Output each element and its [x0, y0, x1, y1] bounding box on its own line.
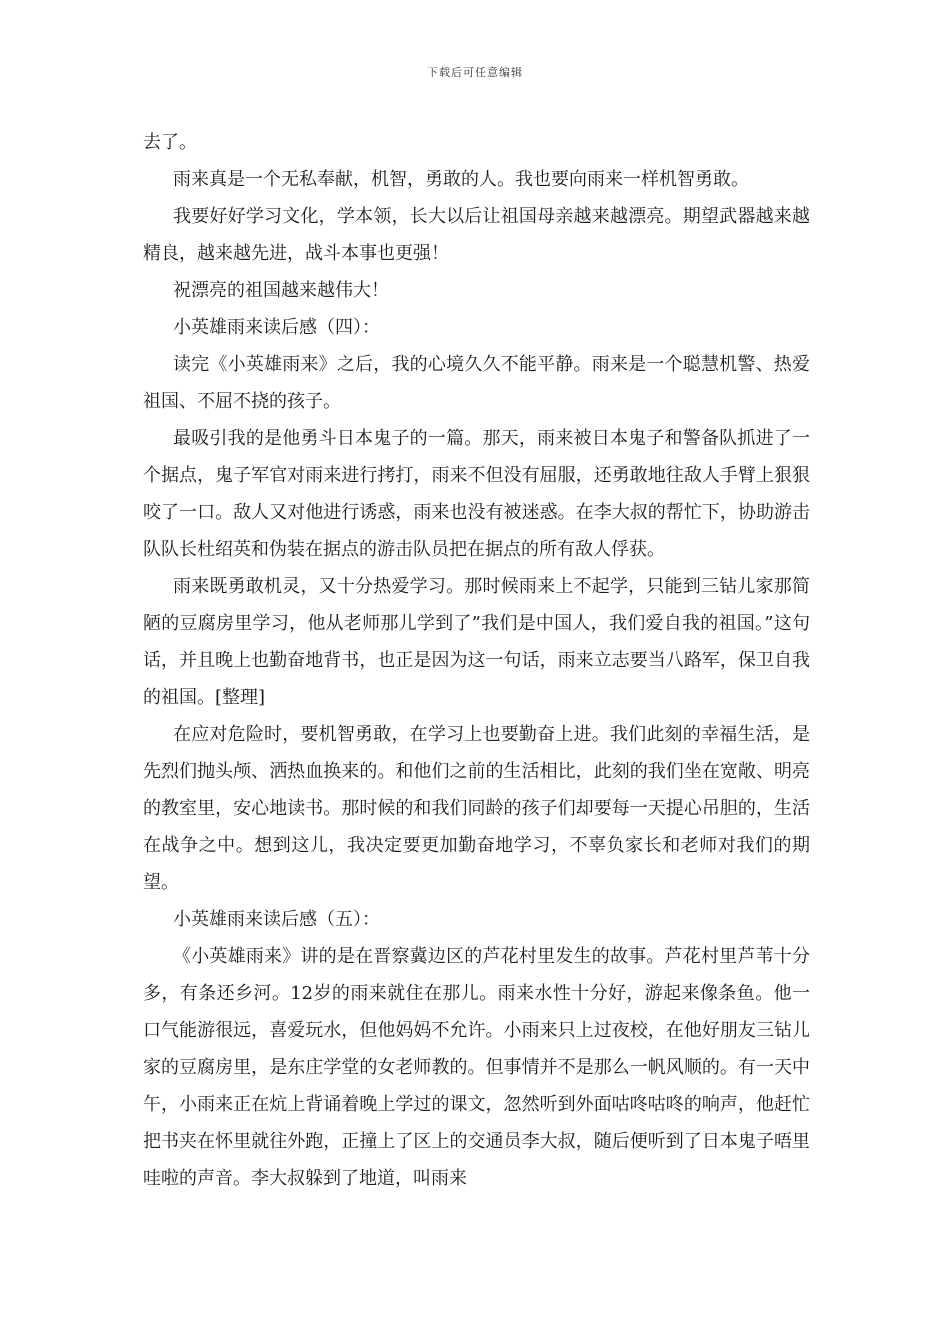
paragraph-continuation: 去了。 [143, 132, 197, 153]
page-header: 下载后可任意编辑 [427, 66, 523, 79]
section-heading: 小英雄雨来读后感（四）： [173, 317, 380, 338]
section-heading: 小英雄雨来读后感（五）： [173, 909, 380, 930]
paragraph: 在应对危险时，要机智勇敢，在学习上也要勤奋上进。我们此刻的幸福生活，是先烈们抛头颅、洒热血换来的。和他们之前的生活相比，此刻的我们坐在宽敞、明亮的教室里，安心地读书。那时候的和我们同龄的孩子们却要每一天提心吊胆的，生活在战争之中。想到这儿，我决定要更加勤奋地学习，不辜负家长和老师对我们的期望。 [143, 724, 810, 893]
paragraph: 《小英雄雨来》讲的是在晋察冀边区的芦花村里发生的故事。芦花村里芦苇十分多，有条还乡河。12岁的雨来就住在那儿。雨来水性十分好，游起来像条鱼。他一口气能游很远，喜爱玩水，但他妈妈不允许。小雨来只上过夜校，在他好朋友三钻儿家的豆腐房里，是东庄学堂的女老师教的。但事情并不是那么一帆风顺的。有一天中午，小雨来正在炕上背诵着晚上学过的课文，忽然听到外面咕咚咕咚的响声，他赶忙把书夹在怀里就往外跑，正撞上了区上的交通员李大叔，随后便听到了日本鬼子唔里哇啦的声音。李大叔躲到了地道，叫雨来 [143, 946, 810, 1189]
paragraph: 雨来既勇敢机灵，又十分热爱学习。那时候雨来上不起学，只能到三钻儿家那简陋的豆腐房里学习，他从老师那儿学到了”我们是中国人，我们爱自我的祖国。”这句话，并且晚上也勤奋地背书，也正是因为这一句话，雨来立志要当八路军，保卫自我的祖国。[整理] [143, 576, 810, 708]
paragraph: 雨来真是一个无私奉献，机智，勇敢的人。我也要向雨来一样机智勇敢。 [173, 169, 749, 190]
paragraph: 祝漂亮的祖国越来越伟大！ [173, 280, 389, 301]
paragraph: 我要好好学习文化，学本领，长大以后让祖国母亲越来越漂亮。期望武器越来越精良，越来越先进，战斗本事也更强！ [143, 206, 810, 264]
paragraph: 读完《小英雄雨来》之后，我的心境久久不能平静。雨来是一个聪慧机警、热爱祖国、不屈不挠的孩子。 [143, 354, 810, 412]
paragraph: 最吸引我的是他勇斗日本鬼子的一篇。那天，雨来被日本鬼子和警备队抓进了一个据点，鬼子军官对雨来进行拷打，雨来不但没有屈服，还勇敢地往敌人手臂上狠狠咬了一口。敌人又对他进行诱惑，雨来也没有被迷惑。在李大叔的帮忙下，协助游击队队长杜绍英和伪装在据点的游击队员把在据点的所有敌人俘获。 [143, 428, 810, 560]
document-body [143, 124, 810, 1197]
